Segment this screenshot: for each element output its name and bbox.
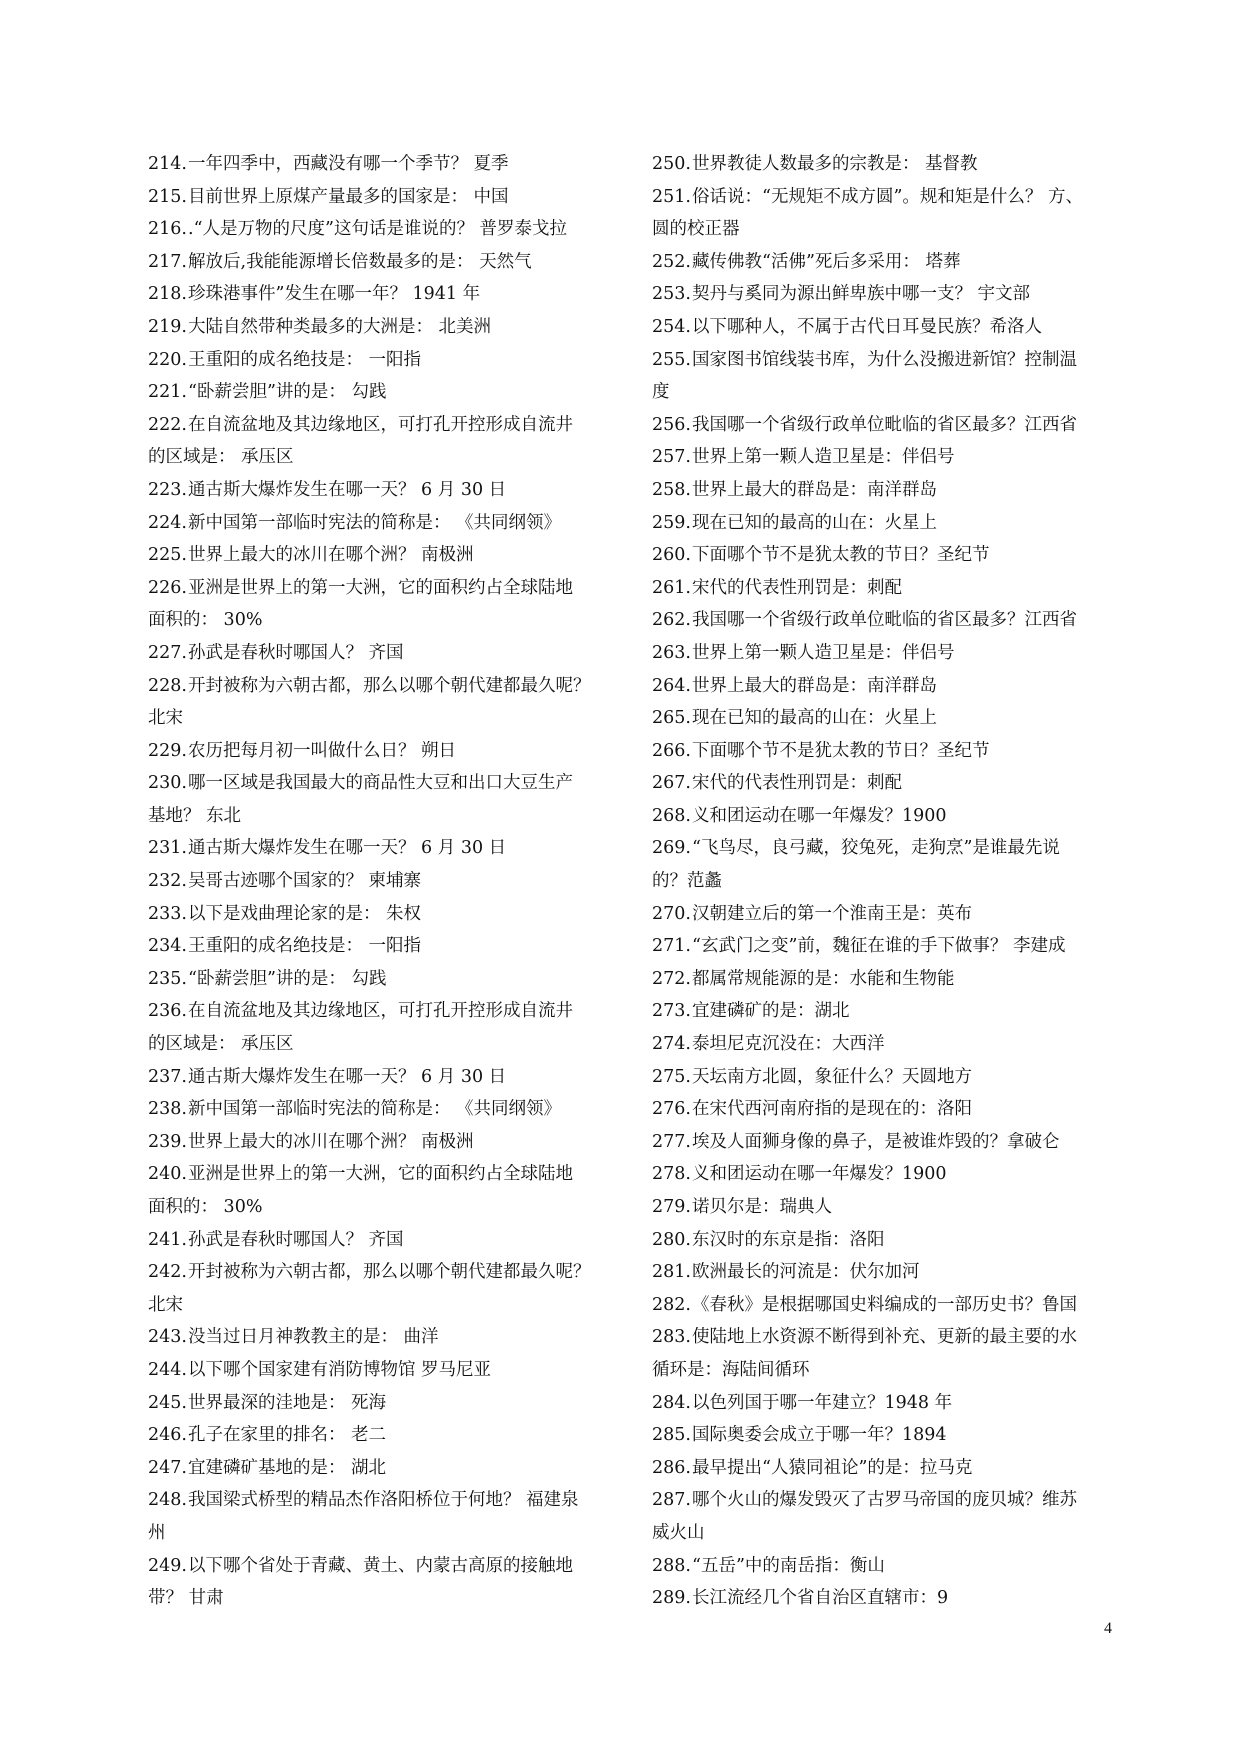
question-continuation: 州 bbox=[148, 1522, 166, 1543]
question-line bbox=[148, 1387, 618, 1420]
question-line bbox=[148, 441, 618, 474]
question-line bbox=[148, 1321, 618, 1354]
question-number: 265. bbox=[652, 708, 691, 729]
question-continuation: 圆的校正器 bbox=[652, 219, 740, 240]
question-line bbox=[652, 1517, 1122, 1550]
question-continuation: 的区域是： 承压区 bbox=[148, 1034, 294, 1055]
question-text: 我国哪一个省级行政单位毗临的省区最多？江西省 bbox=[692, 610, 1077, 631]
question-line bbox=[652, 1387, 1122, 1420]
question-text: 王重阳的成名绝技是： 一阳指 bbox=[188, 936, 422, 957]
question-text: 汉朝建立后的第一个淮南王是：英布 bbox=[692, 903, 972, 924]
question-text: 世界上最大的冰川在哪个洲？ 南极洲 bbox=[188, 545, 474, 566]
question-line bbox=[148, 1028, 618, 1061]
question-number: 240. bbox=[148, 1164, 187, 1185]
question-line bbox=[148, 702, 618, 735]
question-number: 249. bbox=[148, 1555, 187, 1576]
question-number: 288. bbox=[652, 1555, 691, 1576]
question-text: 宋代的代表性刑罚是：刺配 bbox=[692, 577, 902, 598]
question-line bbox=[652, 1256, 1122, 1289]
question-line bbox=[652, 1354, 1122, 1387]
question-number: 272. bbox=[652, 968, 691, 989]
question-line bbox=[652, 1321, 1122, 1354]
question-line bbox=[148, 1289, 618, 1322]
question-text: 以下哪种人，不属于古代日耳曼民族？希洛人 bbox=[692, 316, 1042, 337]
question-number: 245. bbox=[148, 1392, 187, 1413]
question-continuation: 威火山 bbox=[652, 1522, 705, 1543]
question-text: 藏传佛教“活佛”死后多采用： 塔葬 bbox=[692, 251, 961, 272]
question-line bbox=[652, 670, 1122, 703]
question-number: 263. bbox=[652, 642, 691, 663]
question-text: 新中国第一部临时宪法的简称是： 《共同纲领》 bbox=[188, 1099, 562, 1120]
question-line bbox=[148, 507, 618, 540]
question-number: 281. bbox=[652, 1262, 691, 1283]
question-continuation: 带？ 甘肃 bbox=[148, 1588, 224, 1609]
question-line bbox=[652, 1061, 1122, 1094]
question-text: 亚洲是世界上的第一大洲，它的面积约占全球陆地 bbox=[188, 1164, 573, 1185]
question-line bbox=[148, 1224, 618, 1257]
question-number: 217. bbox=[148, 251, 187, 272]
question-line bbox=[652, 1093, 1122, 1126]
question-line bbox=[148, 278, 618, 311]
question-line bbox=[652, 995, 1122, 1028]
question-line bbox=[652, 1028, 1122, 1061]
question-number: 279. bbox=[652, 1197, 691, 1217]
question-line bbox=[148, 1484, 618, 1517]
question-line bbox=[148, 572, 618, 605]
question-line bbox=[652, 572, 1122, 605]
question-number: 239. bbox=[148, 1131, 187, 1152]
question-number: 266. bbox=[652, 740, 691, 761]
question-line bbox=[148, 1126, 618, 1159]
question-text: “卧薪尝胆”讲的是： 勾践 bbox=[188, 382, 387, 403]
question-line bbox=[652, 1126, 1122, 1159]
question-number: 286. bbox=[652, 1457, 691, 1478]
question-number: 258. bbox=[652, 479, 691, 500]
question-text: 在自流盆地及其边缘地区，可打孔开控形成自流井 bbox=[188, 414, 573, 435]
question-text: 下面哪个节不是犹太教的节日？圣纪节 bbox=[692, 740, 990, 761]
question-continuation: 的？范蠡 bbox=[652, 871, 722, 892]
question-number: 223. bbox=[148, 479, 187, 500]
question-line bbox=[652, 865, 1122, 898]
question-number: 268. bbox=[652, 805, 691, 826]
question-line bbox=[148, 637, 618, 670]
question-text: .“人是万物的尺度”这句话是谁说的？ 普罗泰戈拉 bbox=[188, 219, 568, 240]
question-text: “飞鸟尽，良弓藏，狡兔死，走狗烹”是谁最先说 bbox=[692, 838, 1060, 859]
question-line bbox=[148, 376, 618, 409]
question-number: 243. bbox=[148, 1327, 187, 1348]
question-line bbox=[148, 898, 618, 931]
question-number: 218. bbox=[148, 284, 187, 305]
question-number: 257. bbox=[652, 447, 691, 468]
question-number: 267. bbox=[652, 773, 691, 794]
question-number: 214. bbox=[148, 154, 187, 174]
question-text: 义和团运动在哪一年爆发？1900 bbox=[692, 1164, 947, 1185]
question-text: 世界上最大的群岛是：南洋群岛 bbox=[692, 479, 937, 500]
question-line bbox=[652, 213, 1122, 246]
question-line bbox=[652, 702, 1122, 735]
question-line bbox=[652, 767, 1122, 800]
question-number: 277. bbox=[652, 1131, 691, 1152]
question-line bbox=[148, 995, 618, 1028]
question-number: 285. bbox=[652, 1425, 691, 1446]
question-line bbox=[652, 735, 1122, 768]
question-number: 232. bbox=[148, 871, 187, 892]
question-number: 219. bbox=[148, 316, 187, 337]
question-text: 长江流经几个省自治区直辖市：9 bbox=[692, 1588, 949, 1609]
question-number: 246. bbox=[148, 1425, 187, 1446]
page-number: 4 bbox=[1104, 1620, 1112, 1637]
question-continuation: 北宋 bbox=[148, 1294, 183, 1315]
question-text: 以下哪个省处于青藏、黄土、内蒙古高原的接触地 bbox=[188, 1555, 573, 1576]
question-text: 哪个火山的爆发毁灭了古罗马帝国的庞贝城？维苏 bbox=[692, 1490, 1077, 1511]
question-text: 埃及人面狮身像的鼻子，是被谁炸毁的？拿破仑 bbox=[692, 1131, 1060, 1152]
question-line bbox=[148, 800, 618, 833]
question-line bbox=[148, 1550, 618, 1583]
question-text: 国际奥委会成立于哪一年？1894 bbox=[692, 1425, 947, 1446]
question-continuation: 基地？ 东北 bbox=[148, 805, 242, 826]
question-line bbox=[148, 1517, 618, 1550]
question-text: “卧薪尝胆”讲的是： 勾践 bbox=[188, 968, 387, 989]
question-line bbox=[652, 181, 1122, 214]
question-line bbox=[148, 1452, 618, 1485]
question-number: 253. bbox=[652, 284, 691, 305]
question-number: 271. bbox=[652, 936, 691, 957]
question-line bbox=[652, 539, 1122, 572]
question-number: 228. bbox=[148, 675, 187, 696]
question-line bbox=[148, 1419, 618, 1452]
question-number: 248. bbox=[148, 1490, 187, 1511]
question-text: 在自流盆地及其边缘地区，可打孔开控形成自流井 bbox=[188, 1001, 573, 1022]
question-text: 以下是戏曲理论家的是： 朱权 bbox=[188, 903, 422, 924]
question-number: 235. bbox=[148, 968, 187, 989]
question-line bbox=[148, 767, 618, 800]
question-text: 宜建磷矿的是：湖北 bbox=[692, 1001, 850, 1022]
question-continuation: 面积的： 30% bbox=[148, 610, 263, 631]
question-continuation: 度 bbox=[652, 382, 670, 403]
question-text: 义和团运动在哪一年爆发？1900 bbox=[692, 805, 947, 826]
question-line bbox=[148, 1093, 618, 1126]
question-line bbox=[148, 930, 618, 963]
question-number: 278. bbox=[652, 1164, 691, 1185]
question-number: 220. bbox=[148, 349, 187, 370]
question-line bbox=[148, 213, 618, 246]
question-number: 238. bbox=[148, 1099, 187, 1120]
question-number: 222. bbox=[148, 414, 187, 435]
question-line bbox=[148, 148, 618, 181]
question-text: 通古斯大爆炸发生在哪一天？ 6 月 30 日 bbox=[188, 1066, 507, 1087]
question-text: 孔子在家里的排名： 老二 bbox=[188, 1425, 387, 1446]
question-text: 世界教徒人数最多的宗教是： 基督教 bbox=[692, 154, 978, 174]
question-number: 260. bbox=[652, 545, 691, 566]
question-line bbox=[652, 1484, 1122, 1517]
question-line bbox=[652, 474, 1122, 507]
question-text: 我国梁式桥型的精品杰作洛阳桥位于何地？ 福建泉 bbox=[188, 1490, 579, 1511]
question-text: 通古斯大爆炸发生在哪一天？ 6 月 30 日 bbox=[188, 838, 507, 859]
question-text: 我国哪一个省级行政单位毗临的省区最多？江西省 bbox=[692, 414, 1077, 435]
question-text: 通古斯大爆炸发生在哪一天？ 6 月 30 日 bbox=[188, 479, 507, 500]
question-number: 216. bbox=[148, 219, 187, 240]
question-number: 241. bbox=[148, 1229, 187, 1250]
question-number: 230. bbox=[148, 773, 187, 794]
question-number: 276. bbox=[652, 1099, 691, 1120]
question-continuation: 北宋 bbox=[148, 708, 183, 729]
question-line bbox=[652, 1452, 1122, 1485]
question-number: 229. bbox=[148, 740, 187, 761]
question-continuation: 面积的： 30% bbox=[148, 1197, 263, 1217]
question-line bbox=[148, 963, 618, 996]
question-number: 275. bbox=[652, 1066, 691, 1087]
question-text: “五岳”中的南岳指：衡山 bbox=[692, 1555, 885, 1576]
question-number: 233. bbox=[148, 903, 187, 924]
question-number: 250. bbox=[652, 154, 691, 174]
question-text: 哪一区域是我国最大的商品性大豆和出口大豆生产 bbox=[188, 773, 573, 794]
question-text: 现在已知的最高的山在：火星上 bbox=[692, 708, 937, 729]
question-text: 诺贝尔是：瑞典人 bbox=[692, 1197, 832, 1217]
question-line bbox=[652, 1289, 1122, 1322]
question-line bbox=[148, 1354, 618, 1387]
question-text: 东汉时的东京是指：洛阳 bbox=[692, 1229, 885, 1250]
question-line bbox=[652, 1582, 1122, 1615]
question-number: 261. bbox=[652, 577, 691, 598]
question-number: 237. bbox=[148, 1066, 187, 1087]
question-line bbox=[652, 1550, 1122, 1583]
question-line bbox=[652, 507, 1122, 540]
question-line bbox=[148, 1191, 618, 1224]
question-number: 273. bbox=[652, 1001, 691, 1022]
question-text: 下面哪个节不是犹太教的节日？圣纪节 bbox=[692, 545, 990, 566]
question-number: 224. bbox=[148, 512, 187, 533]
question-number: 242. bbox=[148, 1262, 187, 1283]
question-text: 国家图书馆线装书库，为什么没搬进新馆？控制温 bbox=[692, 349, 1077, 370]
question-text: 使陆地上水资源不断得到补充、更新的最主要的水 bbox=[692, 1327, 1077, 1348]
question-line bbox=[148, 735, 618, 768]
question-line bbox=[148, 539, 618, 572]
question-text: 天坛南方北圆，象征什么？天圆地方 bbox=[692, 1066, 972, 1087]
question-line bbox=[148, 1061, 618, 1094]
question-text: 王重阳的成名绝技是： 一阳指 bbox=[188, 349, 422, 370]
question-line bbox=[652, 344, 1122, 377]
question-text: 在宋代西河南府指的是现在的：洛阳 bbox=[692, 1099, 972, 1120]
question-line bbox=[652, 311, 1122, 344]
question-text: 孙武是春秋时哪国人？ 齐国 bbox=[188, 642, 404, 663]
question-line bbox=[652, 1419, 1122, 1452]
question-number: 247. bbox=[148, 1457, 187, 1478]
question-line bbox=[652, 1158, 1122, 1191]
question-line bbox=[148, 311, 618, 344]
question-text: 契丹与奚同为源出鲜卑族中哪一支？ 宇文部 bbox=[692, 284, 1031, 305]
question-line bbox=[652, 441, 1122, 474]
question-continuation: 的区域是： 承压区 bbox=[148, 447, 294, 468]
question-number: 264. bbox=[652, 675, 691, 696]
question-text: 吴哥古迹哪个国家的？ 柬埔寨 bbox=[188, 871, 422, 892]
question-text: 世界上最大的群岛是：南洋群岛 bbox=[692, 675, 937, 696]
question-number: 227. bbox=[148, 642, 187, 663]
question-text: 欧洲最长的河流是：伏尔加河 bbox=[692, 1262, 920, 1283]
question-number: 215. bbox=[148, 186, 187, 207]
question-line bbox=[652, 898, 1122, 931]
question-number: 274. bbox=[652, 1034, 691, 1055]
question-text: 一年四季中，西藏没有哪一个季节？ 夏季 bbox=[188, 154, 509, 174]
question-text: 以色列国于哪一年建立？1948 年 bbox=[692, 1392, 953, 1413]
question-number: 256. bbox=[652, 414, 691, 435]
question-text: 世界上第一颗人造卫星是：伴侣号 bbox=[692, 642, 955, 663]
question-text: 目前世界上原煤产量最多的国家是： 中国 bbox=[188, 186, 509, 207]
question-text: 现在已知的最高的山在：火星上 bbox=[692, 512, 937, 533]
question-text: 大陆自然带种类最多的大洲是： 北美洲 bbox=[188, 316, 492, 337]
question-text: 孙武是春秋时哪国人？ 齐国 bbox=[188, 1229, 404, 1250]
question-number: 236. bbox=[148, 1001, 187, 1022]
question-number: 270. bbox=[652, 903, 691, 924]
right-column bbox=[652, 148, 1122, 1615]
question-line bbox=[148, 344, 618, 377]
question-text: 泰坦尼克沉没在：大西洋 bbox=[692, 1034, 885, 1055]
question-number: 284. bbox=[652, 1392, 691, 1413]
question-line bbox=[148, 409, 618, 442]
question-text: 亚洲是世界上的第一大洲，它的面积约占全球陆地 bbox=[188, 577, 573, 598]
question-text: 世界最深的洼地是： 死海 bbox=[188, 1392, 387, 1413]
question-line bbox=[652, 246, 1122, 279]
question-number: 287. bbox=[652, 1490, 691, 1511]
question-line bbox=[148, 604, 618, 637]
question-line bbox=[148, 1158, 618, 1191]
question-number: 225. bbox=[148, 545, 187, 566]
question-number: 254. bbox=[652, 316, 691, 337]
question-text: 珍珠港事件”发生在哪一年？ 1941 年 bbox=[188, 284, 481, 305]
question-text: 解放后,我能能源增长倍数最多的是： 天然气 bbox=[188, 251, 532, 272]
left-column bbox=[148, 148, 618, 1615]
question-text: 新中国第一部临时宪法的简称是： 《共同纲领》 bbox=[188, 512, 562, 533]
question-line bbox=[652, 637, 1122, 670]
question-text: 以下哪个国家建有消防博物馆 罗马尼亚 bbox=[188, 1359, 492, 1380]
question-number: 221. bbox=[148, 382, 187, 403]
question-line bbox=[148, 181, 618, 214]
question-line bbox=[652, 930, 1122, 963]
question-text: 《春秋》是根据哪国史料编成的一部历史书？鲁国 bbox=[692, 1294, 1077, 1315]
question-text: 最早提出“人猿同祖论”的是：拉马克 bbox=[692, 1457, 973, 1478]
question-line bbox=[652, 800, 1122, 833]
question-line bbox=[148, 832, 618, 865]
question-text: 农历把每月初一叫做什么日？ 朔日 bbox=[188, 740, 457, 761]
question-line bbox=[148, 1582, 618, 1615]
question-line bbox=[148, 670, 618, 703]
question-number: 269. bbox=[652, 838, 691, 859]
question-line bbox=[652, 148, 1122, 181]
question-text: 没当过日月神教教主的是： 曲洋 bbox=[188, 1327, 439, 1348]
question-number: 259. bbox=[652, 512, 691, 533]
question-line bbox=[652, 963, 1122, 996]
question-line bbox=[148, 1256, 618, 1289]
question-line bbox=[652, 604, 1122, 637]
question-text: 俗话说：“无规矩不成方圆”。规和矩是什么？ 方、 bbox=[692, 186, 1083, 207]
question-number: 231. bbox=[148, 838, 187, 859]
question-number: 255. bbox=[652, 349, 691, 370]
question-line bbox=[652, 278, 1122, 311]
question-line bbox=[148, 865, 618, 898]
question-line bbox=[652, 376, 1122, 409]
question-text: 开封被称为六朝古都，那么以哪个朝代建都最久呢？ bbox=[188, 675, 591, 696]
question-text: 宋代的代表性刑罚是：刺配 bbox=[692, 773, 902, 794]
question-text: 世界上第一颗人造卫星是：伴侣号 bbox=[692, 447, 955, 468]
question-text: 开封被称为六朝古都，那么以哪个朝代建都最久呢？ bbox=[188, 1262, 591, 1283]
question-text: 都属常规能源的是：水能和生物能 bbox=[692, 968, 955, 989]
question-number: 234. bbox=[148, 936, 187, 957]
question-number: 283. bbox=[652, 1327, 691, 1348]
question-continuation: 循环是：海陆间循环 bbox=[652, 1359, 810, 1380]
question-text: 宜建磷矿基地的是： 湖北 bbox=[188, 1457, 387, 1478]
question-line bbox=[652, 409, 1122, 442]
question-line bbox=[652, 832, 1122, 865]
question-number: 282. bbox=[652, 1294, 691, 1315]
question-number: 252. bbox=[652, 251, 691, 272]
question-line bbox=[148, 246, 618, 279]
question-text: “玄武门之变”前，魏征在谁的手下做事？ 李建成 bbox=[692, 936, 1066, 957]
question-number: 262. bbox=[652, 610, 691, 631]
question-number: 289. bbox=[652, 1588, 691, 1609]
question-line bbox=[652, 1191, 1122, 1224]
question-number: 244. bbox=[148, 1359, 187, 1380]
question-line bbox=[652, 1224, 1122, 1257]
question-line bbox=[148, 474, 618, 507]
question-number: 226. bbox=[148, 577, 187, 598]
question-number: 251. bbox=[652, 186, 691, 207]
question-number: 280. bbox=[652, 1229, 691, 1250]
question-text: 世界上最大的冰川在哪个洲？ 南极洲 bbox=[188, 1131, 474, 1152]
